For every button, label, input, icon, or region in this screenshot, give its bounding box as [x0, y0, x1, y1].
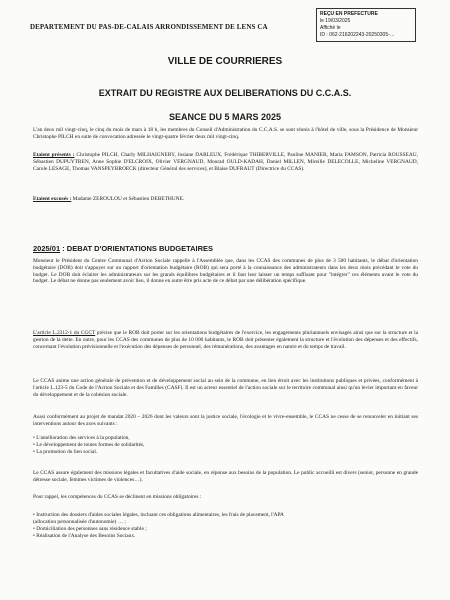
section-number: 2025/01 [33, 244, 61, 253]
stamp-line: ID : 062-216202243-20250305-… [320, 32, 395, 38]
stamp-line: Affiché le [320, 25, 341, 31]
extract-title: EXTRAIT DU REGISTRE AUX DELIBERATIONS DU C.C.A.S. [98, 88, 352, 98]
present-label: Etaient présents : [33, 152, 75, 158]
present-paragraph [33, 152, 418, 172]
paragraph-mandate: Aussi conformément au projet de mandat 2020 – 2026 dont les valeurs sont la justice sociale, l'écologie et le vivre-ensemble, le CCAS ne cesse de se renouveler en initiant ses interventions autour des axes suivants : [33, 414, 418, 427]
document-header [30, 23, 268, 31]
paragraph-cgct [33, 330, 418, 350]
department-label: DEPARTEMENT DU PAS-DE-CALAIS [30, 23, 154, 31]
axes-list [33, 435, 418, 456]
paragraph-missions: Le CCAS assure également des missions légales et facultatives d'aide sociale, en réponse aux besoins de la population. Le public accueilli est divers (senior, personne en grande détresse sociale, femmes victimes de violences…). [33, 470, 418, 483]
list-item: • L'amélioration des services à la population, [33, 435, 130, 441]
list-item: • Réalisation de l'Analyse des Besoins Sociaux. [33, 533, 136, 539]
paragraph-ccas-action: Le CCAS anime une action générale de prévention et de développement social au sein de la commune, en lien étroit avec les institutions publiques et privées, conformément à l'article L.123-5 du Code de l'Action Sociale et des Familles (CASF). Il est un acteur essentiel de l'action sociale sur le territoire communal ainsi qu'un levier important en faveur du développement et de la cohésion sociale. [33, 378, 418, 398]
paragraph-reminder: Pour rappel, les compétences du CCAS se déclinent en missions obligatoires : [33, 494, 202, 500]
paragraph-cgct-text: précise que le ROB doit porter sur les orientations budgétaires de l'exercice, les engagements pluriannuels envisagés ainsi que sur la structure et la gestion de la dette. En outre, pour les CCAS des communes de plus de 10 000 habitants, le ROB doit présenter également la structure et l'évolution des dépenses et des effectifs, concernant l'évolution prévisionnelle et l'exécution des dépenses de personnel, des rémunérations, des avantages en nature et du temps de travail. [33, 330, 419, 350]
present-list: Christophe PILCH, Charly MILHAIGNERY, Josiane DARLEUX, Frédérique THIBERVILLE, Pauline MANIER, Maria FAMSON, Patricia ROUSSEAU, Sébastien DUPUYTREN, Anne Sophie D'ELCROIX, Olivier VERGNAUD, Mourad OULD-KADAH, Daniel MILLEN, Mireille DELECOLLE, Micheline VERGNAUD, Carole LESAGE, Thomas VANSPEYBROECK (directeur Général des services), et Blaise DUFRAUT (Directrice du CCAS). [33, 152, 418, 172]
intro-paragraph: L'an deux mil vingt-cinq, le cinq du mois de mars à 18 h, les membres du Conseil d'Administration du C.C.A.S. se sont réunis à l'hôtel de ville, sous la Présidence de Monsieur Christophe PILCH en suite de convocation adressée le vingt-quatre février deux mil vingt-cinq. [33, 127, 418, 140]
prefecture-stamp [316, 8, 416, 42]
section-title: : DEBAT D'ORIENTATIONS BUDGETAIRES [60, 244, 214, 253]
paragraph-dob: Monsieur le Président du Centre Communal d'Action Sociale rappelle à l'Assemblée que, dans les CCAS des communes de plus de 3 500 habitants, le débat d'orientation budgétaire (DOB) doit s'appuyer sur un rapport d'orientation budgétaire (ROB) qui sera porté à la connaissance des administrateurs dans les deux mois précédant le vote du budget. Le DOB doit éclairer les administrateurs sur les grands équilibres budgétaires et il faut leur laisser un temps suffisant pour "intégrer" ces éléments avant le vote du budget. Le débat ne donne pas seulement avoir lieu, il donne en outre être pris acte de ce débat par une délibération spécifique. [33, 258, 418, 285]
stamp-line: le 19/03/2025 [320, 18, 351, 24]
list-item: • Domiciliation des personnes sans résidence stable ; [33, 526, 147, 532]
article-reference: L'article L.2312-1 du CGCT [33, 330, 96, 336]
excused-paragraph [33, 196, 418, 203]
excused-label: Etaient excusés : [33, 196, 72, 202]
list-item: • Instruction des dossiers d'aides sociales légales, incluant ces obligations alimentaires, les frais de placement, l'APA [33, 512, 284, 518]
excused-list: Madame ZEROULOU et Sébastien DEBETHUNE. [71, 196, 185, 202]
list-item: • Le développement de toutes formes de solidarités, [33, 442, 145, 448]
list-item: (allocation personnalisée d'autonomie) … ; [33, 519, 126, 525]
list-item: • La promotion du lien social. [33, 449, 98, 455]
stamp-line: REÇU EN PREFECTURE [320, 11, 378, 17]
session-title: SEANCE DU 5 MARS 2025 [168, 112, 282, 122]
arrondissement-label: ARRONDISSEMENT DE LENS CA [154, 23, 268, 31]
town-title: VILLE DE COURRIERES [167, 56, 283, 67]
missions-list [33, 512, 418, 540]
section-heading [33, 244, 213, 253]
